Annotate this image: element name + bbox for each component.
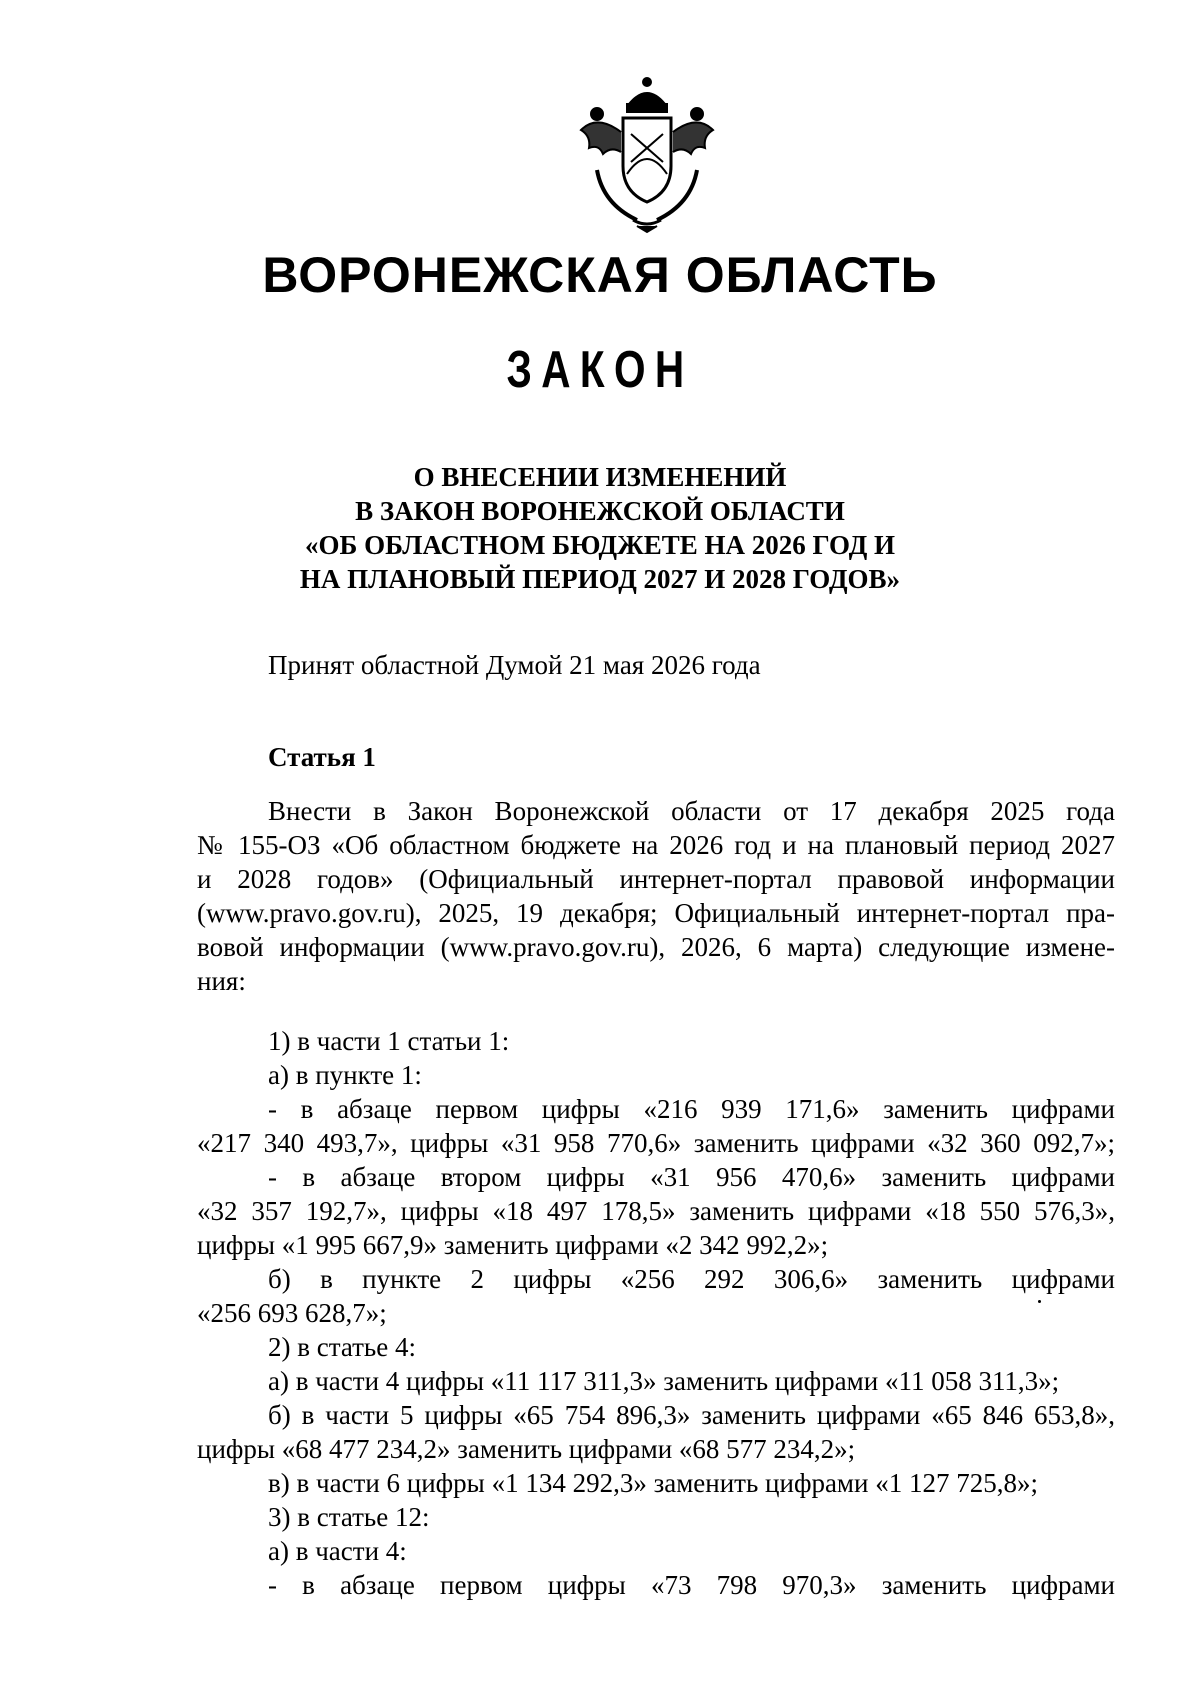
- title-line: НА ПЛАНОВЫЙ ПЕРИОД 2027 И 2028 ГОДОВ»: [299, 564, 901, 594]
- title-line: О ВНЕСЕНИИ ИЗМЕНЕНИЙ: [413, 462, 787, 492]
- title-line: В ЗАКОН ВОРОНЕЖСКОЙ ОБЛАСТИ: [355, 496, 845, 526]
- amendment-line: 1) в части 1 статьи 1:: [268, 1026, 510, 1056]
- paragraph-line: ния:: [197, 966, 246, 996]
- law-title: [0, 460, 1200, 596]
- amendment-line: - в абзаце втором цифры «31 956 470,6» заменить цифрами: [268, 1162, 1115, 1192]
- amendment-line: 3) в статье 12:: [268, 1502, 430, 1532]
- amendment-line: а) в части 4:: [268, 1536, 407, 1566]
- paragraph-line: № 155-ОЗ «Об областном бюджете на 2026 год и на плановый период 2027: [197, 830, 1115, 860]
- amendment-line: «256 693 628,7»;: [197, 1298, 387, 1328]
- amendment-line: а) в части 4 цифры «11 117 311,3» заменить цифрами «11 058 311,3»;: [268, 1366, 1060, 1396]
- coat-of-arms-emblem: [567, 74, 727, 234]
- amendment-line: 2) в статье 4:: [268, 1332, 416, 1362]
- region-name: ВОРОНЕЖСКАЯ ОБЛАСТЬ: [262, 247, 938, 303]
- title-line: «ОБ ОБЛАСТНОМ БЮДЖЕТЕ НА 2026 ГОД И: [304, 530, 896, 560]
- amendment-line: цифры «68 477 234,2» заменить цифрами «68 577 234,2»;: [197, 1434, 856, 1464]
- amendment-line: - в абзаце первом цифры «73 798 970,3» заменить цифрами: [268, 1570, 1115, 1600]
- amendment-line: б) в пункте 2 цифры «256 292 306,6» заменить цифрами: [268, 1264, 1115, 1294]
- document-type: ЗАКОН: [506, 341, 694, 399]
- paragraph-line: вовой информации (www.pravo.gov.ru), 2026, 6 марта) следующие измене-: [197, 932, 1115, 962]
- amendment-line: а) в пункте 1:: [268, 1060, 422, 1090]
- scan-speck: [1038, 1300, 1041, 1303]
- amendment-line: «32 357 192,7», цифры «18 497 178,5» заменить цифрами «18 550 576,3»,: [197, 1196, 1115, 1226]
- paragraph-line: Внести в Закон Воронежской области от 17 декабря 2025 года: [268, 796, 1115, 826]
- amendment-line: в) в части 6 цифры «1 134 292,3» заменить цифрами «1 127 725,8»;: [268, 1468, 1038, 1498]
- amendment-line: - в абзаце первом цифры «216 939 171,6» заменить цифрами: [268, 1094, 1115, 1124]
- amendment-line: б) в части 5 цифры «65 754 896,3» заменить цифрами «65 846 653,8»,: [268, 1400, 1115, 1430]
- paragraph-line: (www.pravo.gov.ru), 2025, 19 декабря; Официальный интернет-портал пра-: [197, 898, 1115, 928]
- amendment-line: цифры «1 995 667,9» заменить цифрами «2 342 992,2»;: [197, 1230, 829, 1260]
- amendment-line: «217 340 493,7», цифры «31 958 770,6» заменить цифрами «32 360 092,7»;: [197, 1128, 1115, 1158]
- article-heading: Статья 1: [268, 742, 376, 772]
- paragraph-line: и 2028 годов» (Официальный интернет-портал правовой информации: [197, 864, 1115, 894]
- adoption-note: Принят областной Думой 21 мая 2026 года: [268, 650, 761, 680]
